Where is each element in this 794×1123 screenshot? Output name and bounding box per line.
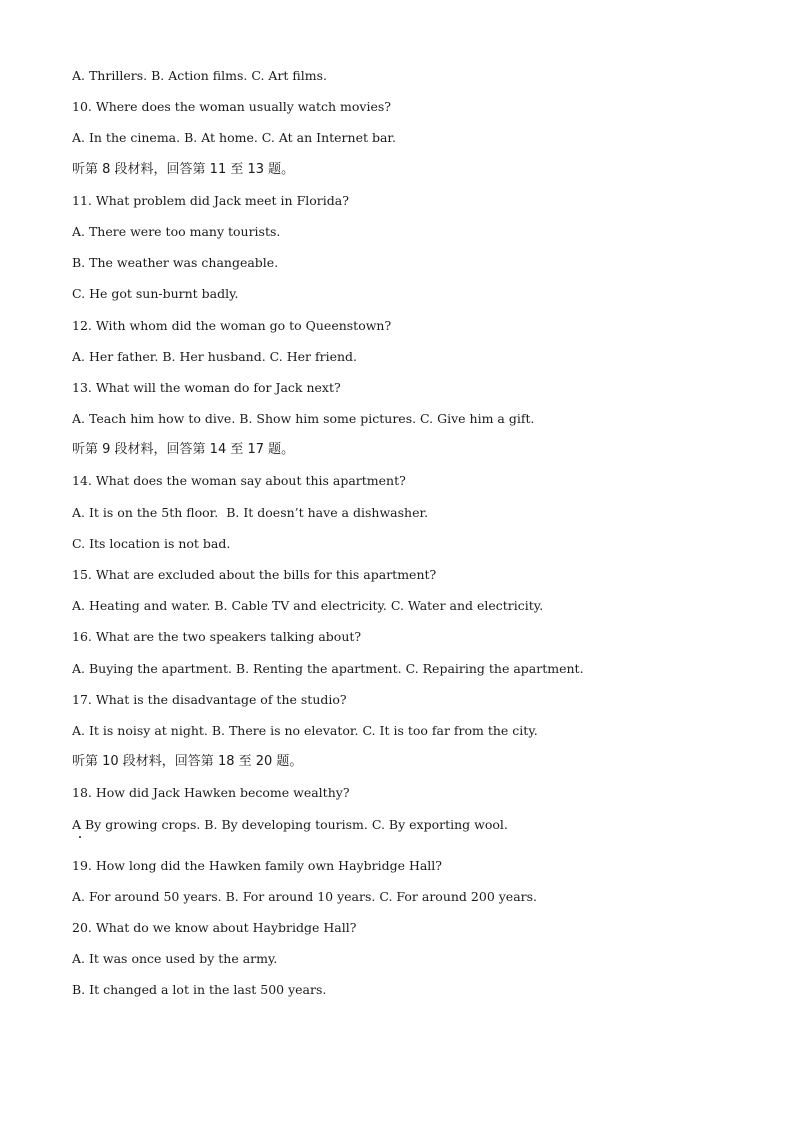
document-body: [72, 66, 752, 1011]
options-line-18: A By growing crops. B. By developing tourism. C. By exporting wool.: [72, 816, 508, 832]
options-line-13: A. Teach him how to dive. B. Show him some pictures. C. Give him a gift.: [72, 411, 535, 427]
option-11-a: A. There were too many tourists.: [72, 223, 281, 239]
options-line-14-ab: A. It is on the 5th floor. B. It doesn’t have a dishwasher.: [72, 504, 429, 520]
question-20: 20. What do we know about Haybridge Hall?: [72, 919, 357, 935]
option-20-b: B. It changed a lot in the last 500 years.: [72, 982, 327, 998]
section-heading-9: 听第 9 段材料，回答第 14 至 17 题。: [72, 442, 295, 458]
options-line-12: A. Her father. B. Her husband. C. Her friend.: [72, 348, 358, 364]
section-heading-10: 听第 10 段材料，回答第 18 至 20 题。: [72, 754, 303, 770]
options-line-19: A. For around 50 years. B. For around 10 years. C. For around 200 years.: [72, 888, 538, 904]
option-20-a: A. It was once used by the army.: [72, 951, 278, 967]
options-line-10: A. In the cinema. B. At home. C. At an Internet bar.: [72, 130, 396, 146]
question-15: 15. What are excluded about the bills for this apartment?: [72, 567, 437, 582]
option-11-c: C. He got sun-burnt badly.: [72, 286, 239, 302]
options-line-15: A. Heating and water. B. Cable TV and electricity. C. Water and electricity.: [72, 598, 544, 614]
stray-mark: [79, 836, 81, 838]
question-18: 18. How did Jack Hawken become wealthy?: [72, 785, 350, 801]
options-line-17: A. It is noisy at night. B. There is no elevator. C. It is too far from the city.: [72, 722, 538, 738]
section-heading-8: 听第 8 段材料，回答第 11 至 13 题。: [72, 161, 295, 177]
question-11: 11. What problem did Jack meet in Florida?: [72, 192, 349, 208]
question-16: 16. What are the two speakers talking about?: [72, 629, 362, 645]
options-line-16: A. Buying the apartment. B. Renting the apartment. C. Repairing the apartment.: [72, 660, 584, 676]
option-11-b: B. The weather was changeable.: [72, 255, 279, 271]
question-19: 19. How long did the Hawken family own Haybridge Hall?: [72, 857, 442, 873]
question-17: 17. What is the disadvantage of the studio?: [72, 691, 347, 707]
option-14-c: C. Its location is not bad.: [72, 535, 231, 551]
question-13: 13. What will the woman do for Jack next?: [72, 379, 341, 395]
question-10: 10. Where does the woman usually watch movies?: [72, 99, 391, 115]
question-14: 14. What does the woman say about this apartment?: [72, 473, 406, 489]
options-line-9: A. Thrillers. B. Action films. C. Art films.: [72, 68, 327, 83]
question-12: 12. With whom did the woman go to Queenstown?: [72, 317, 392, 333]
